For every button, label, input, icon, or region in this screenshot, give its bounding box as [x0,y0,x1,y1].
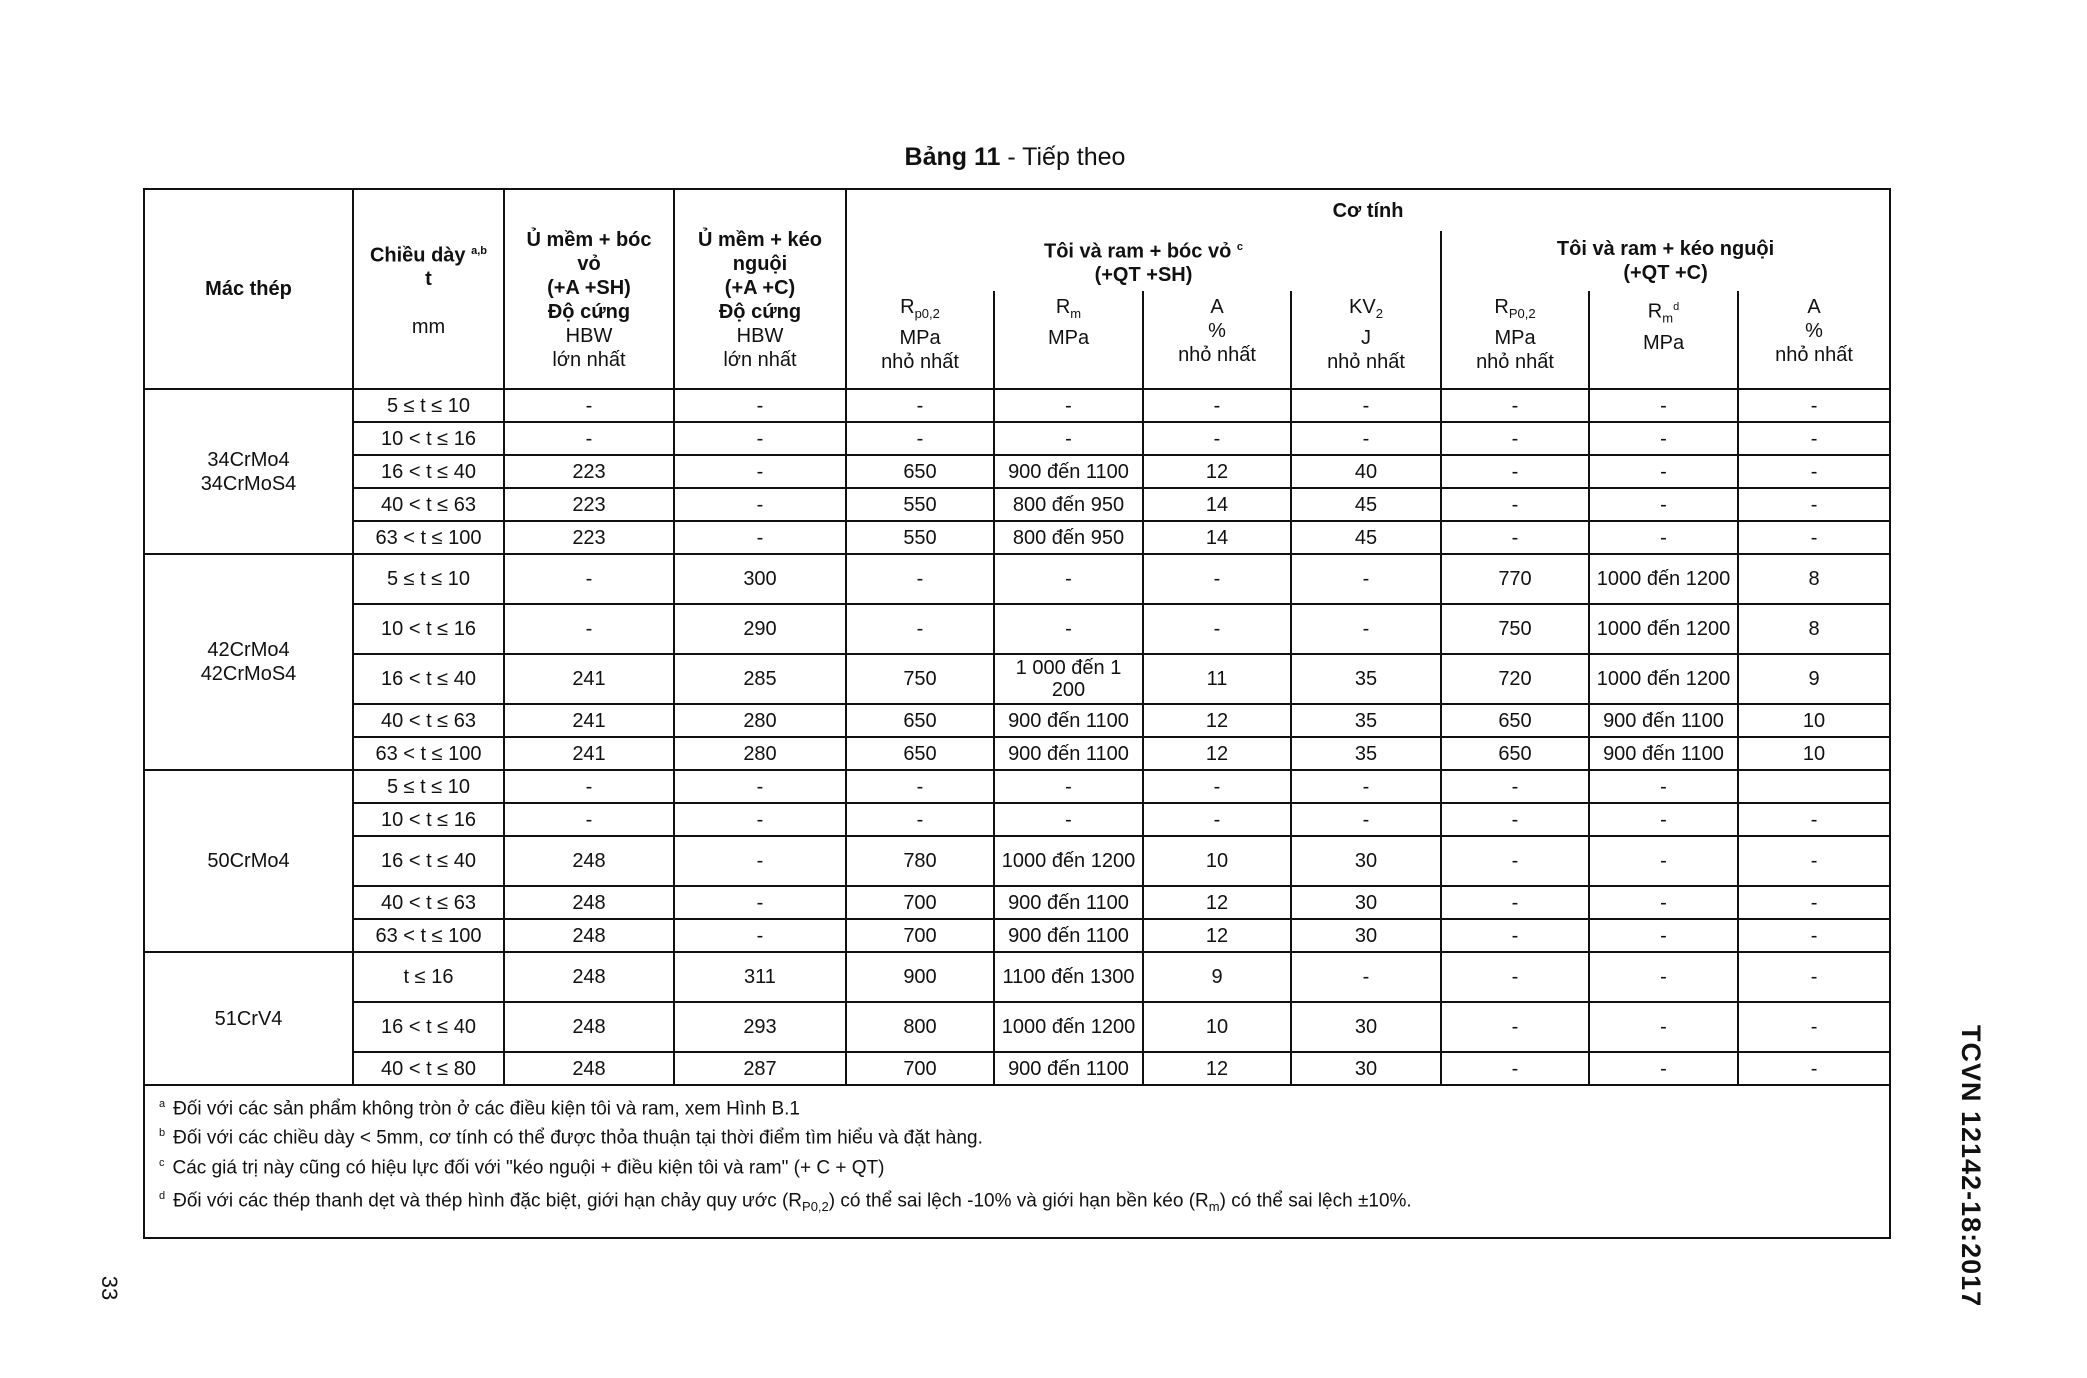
table-row [144,919,1890,952]
value-cell: 8 [1738,554,1890,604]
mechanical-properties-table [143,188,1891,1239]
header-thickness: Chiều dày $^{a,b}$ t mm [353,189,504,389]
thickness-range-cell: 10 < t ≤ 16 [353,422,504,455]
thickness-range-cell: 63 < t ≤ 100 [353,737,504,770]
value-cell: - [1441,770,1589,803]
thickness-range-cell: t ≤ 16 [353,952,504,1002]
thickness-range-cell: 16 < t ≤ 40 [353,836,504,886]
value-cell: - [1291,554,1441,604]
steel-grade-cell: 50CrMo4 [144,770,353,952]
value-cell: 700 [846,886,994,919]
table-row [144,1002,1890,1052]
table-number: Bảng 11 [904,143,1001,171]
value-cell: - [674,919,846,952]
value-cell: 900 [846,952,994,1002]
value-cell: - [1738,521,1890,554]
thickness-range-cell: 40 < t ≤ 63 [353,488,504,521]
table-row [144,737,1890,770]
header-a-qt-sh: A % nhỏ nhất [1143,291,1291,389]
value-cell: - [994,422,1143,455]
value-cell: 10 [1143,1002,1291,1052]
value-cell: 800 đến 950 [994,488,1143,521]
value-cell: - [1441,422,1589,455]
value-cell: - [1291,389,1441,422]
value-cell: 10 [1143,836,1291,886]
header-mechanical-properties: Cơ tính [846,189,1890,231]
thickness-range-cell: 16 < t ≤ 40 [353,455,504,488]
value-cell: 1000 đến 1200 [994,1002,1143,1052]
value-cell: - [674,455,846,488]
value-cell: 700 [846,919,994,952]
value-cell: - [1143,422,1291,455]
value-cell: - [1441,521,1589,554]
value-cell: 223 [504,488,674,521]
value-cell: - [1441,886,1589,919]
value-cell: 900 đến 1100 [994,1052,1143,1085]
value-cell: 650 [846,704,994,737]
steel-grade-cell: 51CrV4 [144,952,353,1085]
value-cell: - [674,836,846,886]
value-cell: 241 [504,737,674,770]
table-title [0,143,2030,172]
value-cell: - [1441,919,1589,952]
value-cell: 900 đến 1100 [994,886,1143,919]
value-cell: 248 [504,886,674,919]
value-cell: 280 [674,704,846,737]
value-cell: 12 [1143,455,1291,488]
value-cell: 8 [1738,604,1890,654]
header-annealed-peeled: Ủ mềm + bóc vỏ (+A +SH) Độ cứng HBW lớn nhất [504,189,674,389]
value-cell: - [1738,836,1890,886]
thickness-range-cell: 10 < t ≤ 16 [353,803,504,836]
value-cell: - [1589,1052,1738,1085]
header-annealed-cold-drawn: Ủ mềm + kéo nguội (+A +C) Độ cứng HBW lớn nhất [674,189,846,389]
value-cell: 1000 đến 1200 [1589,654,1738,704]
value-cell: - [674,389,846,422]
value-cell: 1000 đến 1200 [994,836,1143,886]
table-row [144,521,1890,554]
value-cell: 750 [846,654,994,704]
value-cell: - [674,803,846,836]
table-title-suffix: - Tiếp theo [1000,143,1126,171]
value-cell: 750 [1441,604,1589,654]
header-rp02-qt-c: $R_{P0,2}$ MPa nhỏ nhất [1441,291,1589,389]
value-cell: - [994,389,1143,422]
value-cell: - [1589,770,1738,803]
value-cell: - [994,770,1143,803]
value-cell: 35 [1291,654,1441,704]
value-cell: - [1143,389,1291,422]
value-cell: - [1143,803,1291,836]
value-cell: 248 [504,1002,674,1052]
table-row [144,1052,1890,1085]
value-cell: 280 [674,737,846,770]
value-cell: 9 [1143,952,1291,1002]
table-row [144,422,1890,455]
value-cell: - [674,770,846,803]
value-cell: - [1291,803,1441,836]
value-cell: 311 [674,952,846,1002]
value-cell: - [1441,836,1589,886]
value-cell: - [1143,604,1291,654]
thickness-range-cell: 63 < t ≤ 100 [353,919,504,952]
thickness-range-cell: 16 < t ≤ 40 [353,654,504,704]
value-cell: - [1589,952,1738,1002]
value-cell: 14 [1143,521,1291,554]
value-cell: 30 [1291,919,1441,952]
thickness-range-cell: 5 ≤ t ≤ 10 [353,770,504,803]
value-cell: - [1738,803,1890,836]
value-cell: 223 [504,455,674,488]
table-row [144,952,1890,1002]
header-grade: Mác thép [144,189,353,389]
value-cell: - [1143,770,1291,803]
value-cell: 10 [1738,704,1890,737]
value-cell: - [1738,488,1890,521]
value-cell: 12 [1143,704,1291,737]
value-cell: - [504,604,674,654]
footnotes [144,1085,1890,1238]
value-cell: - [1738,422,1890,455]
table-row [144,654,1890,704]
value-cell: - [1441,488,1589,521]
value-cell: 650 [1441,704,1589,737]
footnote-a: $^a$ Đối với các sản phẩm không tròn ở các điều kiện tôi và ram, xem Hình B.1 [159,1098,800,1120]
value-cell: 12 [1143,919,1291,952]
header-rp02-qt-sh: $R_{p0,2}$ MPa nhỏ nhất [846,291,994,389]
value-cell: 12 [1143,886,1291,919]
header-rm-qt-c: $R_m^d$ MPa [1589,291,1738,389]
value-cell: - [846,389,994,422]
table-body [144,389,1890,1085]
value-cell: - [1441,1002,1589,1052]
value-cell: - [1738,886,1890,919]
value-cell: 223 [504,521,674,554]
steel-grade-cell: 42CrMo4 42CrMoS4 [144,554,353,770]
value-cell: - [504,770,674,803]
value-cell: - [1589,422,1738,455]
value-cell: 293 [674,1002,846,1052]
value-cell: - [504,803,674,836]
thickness-range-cell: 5 ≤ t ≤ 10 [353,389,504,422]
value-cell: - [1589,1002,1738,1052]
thickness-range-cell: 40 < t ≤ 63 [353,886,504,919]
value-cell: 550 [846,488,994,521]
value-cell: - [674,422,846,455]
table-row [144,455,1890,488]
header-qt-c: Tôi và ram + kéo nguội (+QT +C) [1441,231,1890,291]
value-cell: - [1589,919,1738,952]
value-cell: 45 [1291,521,1441,554]
value-cell: 800 đến 950 [994,521,1143,554]
value-cell: - [504,554,674,604]
value-cell: - [1738,1052,1890,1085]
value-cell: 40 [1291,455,1441,488]
value-cell: 248 [504,836,674,886]
value-cell: - [846,422,994,455]
value-cell: - [1291,770,1441,803]
header-a-qt-c: A % nhỏ nhất [1738,291,1890,389]
value-cell: - [1738,389,1890,422]
table-row [144,604,1890,654]
value-cell: 780 [846,836,994,886]
value-cell: 241 [504,704,674,737]
value-cell: - [994,554,1143,604]
value-cell: 700 [846,1052,994,1085]
thickness-range-cell: 63 < t ≤ 100 [353,521,504,554]
value-cell: 900 đến 1100 [994,704,1143,737]
value-cell: 12 [1143,1052,1291,1085]
value-cell: 30 [1291,1052,1441,1085]
value-cell: 900 đến 1100 [1589,737,1738,770]
value-cell: 900 đến 1100 [994,455,1143,488]
value-cell: - [1441,389,1589,422]
value-cell: 12 [1143,737,1291,770]
value-cell: 550 [846,521,994,554]
value-cell: 900 đến 1100 [994,919,1143,952]
value-cell: - [1589,886,1738,919]
value-cell: - [1291,422,1441,455]
value-cell: 10 [1738,737,1890,770]
value-cell: - [504,389,674,422]
table-row [144,803,1890,836]
value-cell: - [846,554,994,604]
value-cell: - [1589,389,1738,422]
table-row [144,554,1890,604]
value-cell: 35 [1291,737,1441,770]
value-cell: 290 [674,604,846,654]
steel-grade-cell: 34CrMo4 34CrMoS4 [144,389,353,554]
value-cell: 248 [504,1052,674,1085]
footnote-d: $^d$ Đối với các thép thanh dẹt và thép hình đặc biệt, giới hạn chảy quy ước $(R_{P0,2})$ có thể sai lệch -10% và giới hạn bền kéo $(R_m)$ có thể sai lệch ±10%. [159,1189,1412,1215]
footnote-b: $^b$ Đối với các chiều dày < 5mm, cơ tính có thể được thỏa thuận tại thời điểm tìm hiểu và đặt hàng. [159,1127,983,1149]
value-cell: 9 [1738,654,1890,704]
value-cell: - [994,604,1143,654]
value-cell: - [504,422,674,455]
value-cell: - [846,803,994,836]
value-cell: - [994,803,1143,836]
value-cell: 650 [846,455,994,488]
value-cell: - [1589,836,1738,886]
value-cell: - [1738,1002,1890,1052]
value-cell: - [846,770,994,803]
header-kv2: $KV_2$ J nhỏ nhất [1291,291,1441,389]
thickness-range-cell: 40 < t ≤ 63 [353,704,504,737]
table-row [144,886,1890,919]
value-cell: 30 [1291,886,1441,919]
value-cell: 30 [1291,1002,1441,1052]
value-cell: - [1589,803,1738,836]
value-cell: - [1589,488,1738,521]
thickness-range-cell: 16 < t ≤ 40 [353,1002,504,1052]
value-cell: 248 [504,919,674,952]
value-cell: 650 [846,737,994,770]
page-number: 33 [97,1275,123,1301]
value-cell: 1000 đến 1200 [1589,604,1738,654]
value-cell: - [674,886,846,919]
value-cell: - [1589,521,1738,554]
value-cell: - [674,488,846,521]
table-row [144,389,1890,422]
header-qt-sh: Tôi và ram + bóc vỏ $^c$ (+QT +SH) [846,231,1441,291]
value-cell: 720 [1441,654,1589,704]
table-row [144,770,1890,803]
value-cell: - [1441,952,1589,1002]
value-cell: - [1291,604,1441,654]
table-row [144,836,1890,886]
value-cell: - [1738,919,1890,952]
value-cell: - [1738,455,1890,488]
value-cell: - [674,521,846,554]
value-cell: 1000 đến 1200 [1589,554,1738,604]
value-cell: 35 [1291,704,1441,737]
value-cell: 900 đến 1100 [1589,704,1738,737]
thickness-range-cell: 10 < t ≤ 16 [353,604,504,654]
value-cell: 900 đến 1100 [994,737,1143,770]
value-cell: 650 [1441,737,1589,770]
thickness-range-cell: 5 ≤ t ≤ 10 [353,554,504,604]
value-cell: 45 [1291,488,1441,521]
value-cell: - [1143,554,1291,604]
value-cell: 287 [674,1052,846,1085]
thickness-range-cell: 40 < t ≤ 80 [353,1052,504,1085]
standard-code: TCVN 12142-18:2017 [1956,1025,1986,1308]
table-header [144,189,1890,389]
value-cell: - [1441,455,1589,488]
value-cell: - [846,604,994,654]
value-cell: 14 [1143,488,1291,521]
value-cell: - [1589,455,1738,488]
value-cell: 300 [674,554,846,604]
table-row [144,704,1890,737]
value-cell: 30 [1291,836,1441,886]
value-cell: 11 [1143,654,1291,704]
value-cell: 1 000 đến 1 200 [994,654,1143,704]
value-cell: 241 [504,654,674,704]
table-row [144,488,1890,521]
value-cell: 285 [674,654,846,704]
value-cell: 1100 đến 1300 [994,952,1143,1002]
value-cell: - [1738,952,1890,1002]
value-cell [1738,770,1890,803]
header-rm-qt-sh: $R_m$ MPa [994,291,1143,389]
value-cell: - [1441,803,1589,836]
value-cell: - [1291,952,1441,1002]
value-cell: 248 [504,952,674,1002]
value-cell: - [1441,1052,1589,1085]
value-cell: 800 [846,1002,994,1052]
footnote-c: $^c$ Các giá trị này cũng có hiệu lực đối với "kéo nguội + điều kiện tôi và ram" (+ C + QT) [159,1156,885,1178]
value-cell: 770 [1441,554,1589,604]
